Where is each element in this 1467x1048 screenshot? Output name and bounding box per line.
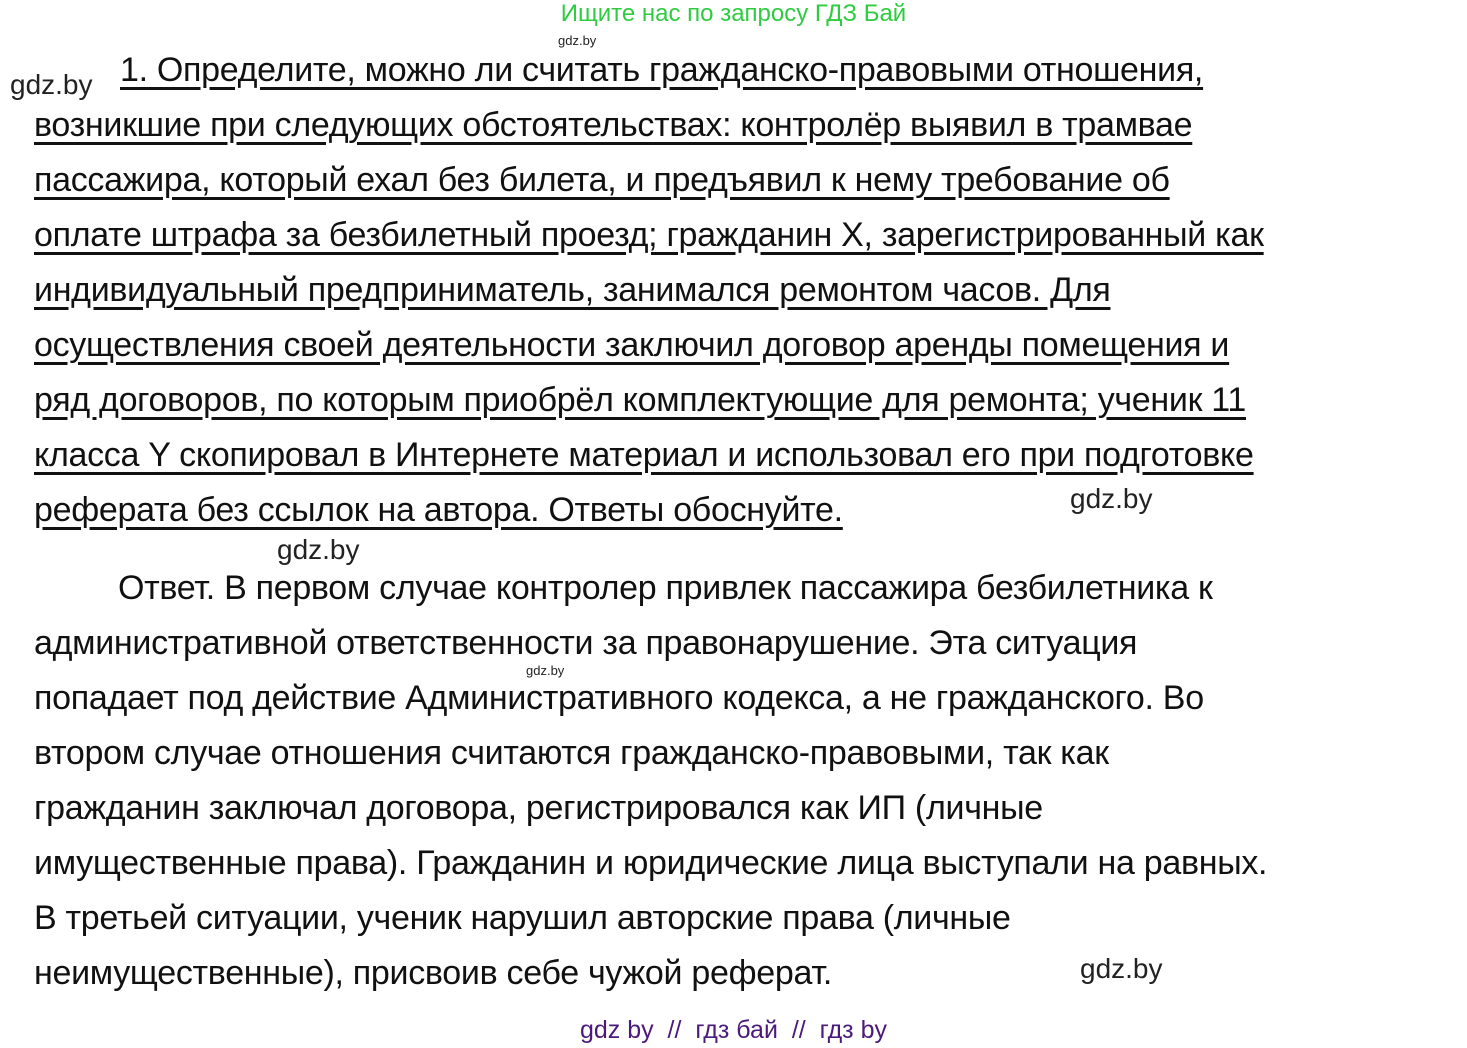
watermark: gdz.by [10,69,93,100]
question-line: класса Y скопировал в Интернете материал и использовал его при подготовке [34,436,1254,474]
watermark: gdz.by [526,663,565,678]
answer-line: административной ответственности за правонарушение. Эта ситуация [34,624,1138,662]
watermark: gdz.by [1070,483,1153,514]
answer-line: Ответ. В первом случае контролер привлек пассажира безбилетника к [118,569,1213,607]
question-line: осуществления своей деятельности заключил договор аренды помещения и [34,326,1230,364]
answer-line: гражданин заключал договора, регистрировался как ИП (личные [34,789,1043,827]
question-line: реферата без ссылок на автора. Ответы обоснуйте. [34,491,843,529]
footer-watermark: gdz by // гдз бай // гдз by [579,1016,887,1044]
answer-line: попадает под действие Административного кодекса, а не гражданского. Во [34,679,1204,717]
question-line: пассажира, который ехал без билета, и предъявил к нему требование об [34,161,1170,199]
question-line: ряд договоров, по которым приобрёл комплектующие для ремонта; ученик 11 [34,381,1246,419]
question-line: индивидуальный предприниматель, занимался ремонтом часов. Для [34,271,1111,309]
question-line: возникшие при следующих обстоятельствах: контролёр выявил в трамвае [34,106,1193,144]
answer-line: В третьей ситуации, ученик нарушил авторские права (личные [34,899,1011,937]
question-line: оплате штрафа за безбилетный проезд; гражданин X, зарегистрированный как [34,216,1264,254]
search-banner: Ищите нас по запросу ГДЗ Бай [560,0,907,27]
answer-line: втором случае отношения считаются гражданско-правовыми, так как [34,734,1109,772]
watermark: gdz.by [558,33,597,48]
question-line: 1. Определите, можно ли считать гражданско-правовыми отношения, [120,51,1204,89]
answer-line: имущественные права). Гражданин и юридические лица выступали на равных. [34,844,1268,882]
answer-line: неимущественные), присвоив себе чужой реферат. [34,954,833,992]
watermark: gdz.by [277,534,360,565]
watermark: gdz.by [1080,953,1163,984]
